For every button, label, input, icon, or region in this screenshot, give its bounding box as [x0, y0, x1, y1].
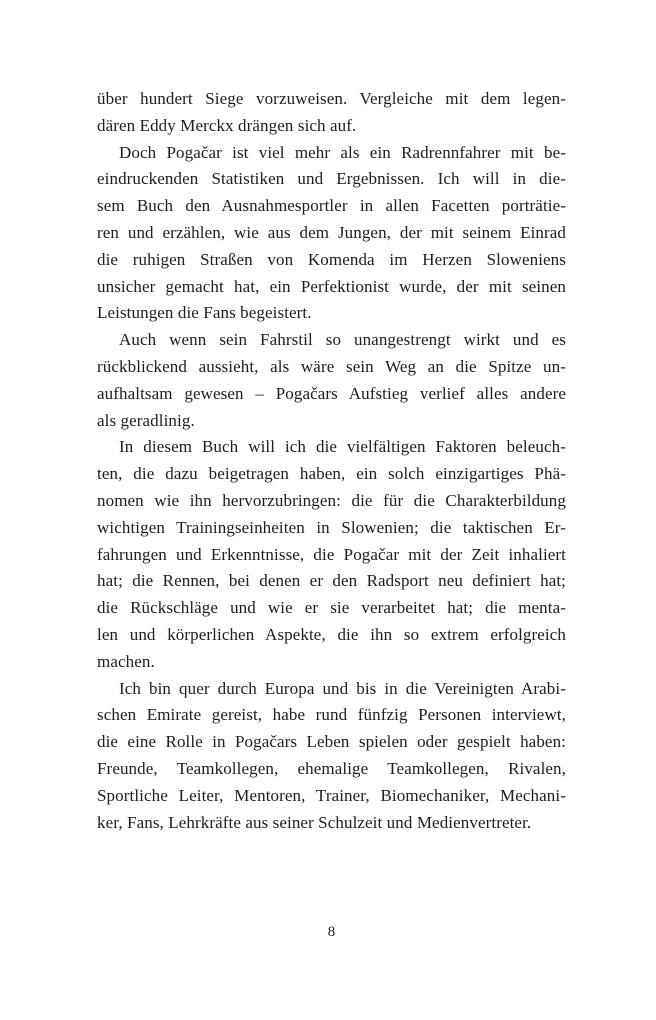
text-line: machen. [97, 651, 155, 671]
text-line: die eine Rolle in Pogačars Leben spielen oder gespielt haben: [97, 732, 566, 752]
text-line: hat; die Rennen, bei denen er den Radsport neu definiert hat; [97, 571, 566, 591]
text-line: als geradlinig. [97, 410, 195, 430]
text-line: Auch wenn sein Fahrstil so unangestrengt wirkt und es [119, 330, 566, 350]
text-line: unsicher gemacht hat, ein Perfektionist wurde, der mit seinen [97, 276, 566, 296]
text-line: Freunde, Teamkollegen, ehemalige Teamkollegen, Rivalen, [97, 758, 566, 778]
text-line: Leistungen die Fans begeistert. [97, 303, 312, 323]
text-line: In diesem Buch will ich die vielfältigen Faktoren beleuch- [119, 437, 566, 457]
paragraph [97, 327, 566, 434]
paragraph [97, 140, 566, 328]
text-line: wichtigen Trainingseinheiten in Slowenien; die taktischen Er- [97, 517, 566, 537]
text-line: dären Eddy Merckx drängen sich auf. [97, 115, 357, 135]
text-line: Doch Pogačar ist viel mehr als ein Radrennfahrer mit be- [119, 142, 566, 162]
text-block [97, 86, 566, 836]
text-line: sem Buch den Ausnahmesportler in allen Facetten porträtie- [97, 196, 566, 216]
page-number: 8 [327, 924, 336, 940]
text-line: ten, die dazu beigetragen haben, ein solch einzigartiges Phä- [97, 464, 566, 484]
text-line: len und körperlichen Aspekte, die ihn so extrem erfolgreich [97, 624, 566, 644]
text-line: eindruckenden Statistiken und Ergebnissen. Ich will in die- [97, 169, 566, 189]
text-line: Sportliche Leiter, Mentoren, Trainer, Biomechaniker, Mechani- [97, 785, 566, 805]
text-line: die ruhigen Straßen von Komenda im Herzen Sloweniens [97, 249, 566, 269]
text-line: schen Emirate gereist, habe rund fünfzig Personen interviewt, [97, 705, 566, 725]
text-line: nomen wie ihn hervorzubringen: die für die Charakterbildung [97, 490, 566, 510]
text-line: die Rückschläge und wie er sie verarbeitet hat; die menta- [97, 598, 566, 618]
paragraph [97, 86, 566, 140]
text-line: rückblickend aussieht, als wäre sein Weg an die Spitze un- [97, 356, 566, 376]
text-line: ren und erzählen, wie aus dem Jungen, der mit seinem Einrad [97, 222, 566, 242]
text-line: ker, Fans, Lehrkräfte aus seiner Schulzeit und Medienvertreter. [97, 812, 532, 832]
paragraph [97, 434, 566, 675]
text-line: Ich bin quer durch Europa und bis in die Vereinigten Arabi- [119, 678, 566, 698]
text-line: über hundert Siege vorzuweisen. Vergleiche mit dem legen- [97, 89, 566, 108]
text-line: aufhaltsam gewesen – Pogačars Aufstieg verlief alles andere [97, 383, 566, 403]
text-line: fahrungen und Erkenntnisse, die Pogačar mit der Zeit inhaliert [97, 544, 566, 564]
paragraph [97, 676, 566, 837]
